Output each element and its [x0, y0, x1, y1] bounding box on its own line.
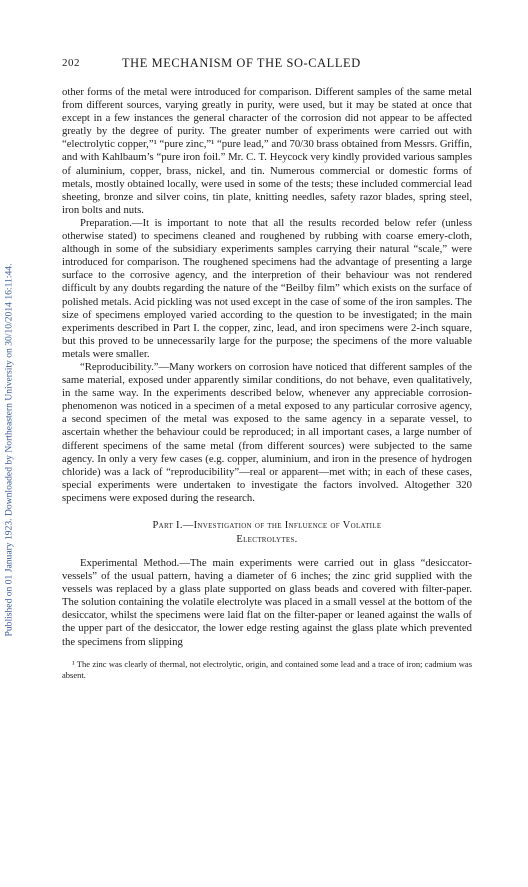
footnote: ¹ The zinc was clearly of thermal, not electrolytic, origin, and contained some lead and a trace of iron; cadmium was absent. — [62, 658, 472, 680]
publication-side-note-text: Published on 01 January 1923. Downloaded by Northeastern University on 30/10/2014 16:11:44. — [3, 263, 15, 637]
page-body — [62, 56, 472, 681]
paragraph-reproducibility: “Reproducibility.”—Many workers on corrosion have noticed that different samples of the same material, exposed under apparently similar conditions, do not behave, even qualitatively, in the same way. In the experiments described below, whenever any appreciable corrosion-phenomenon was noticed in a specimen of a metal exposed to any particular corrosive agency, a second specimen of the metal was exposed to the same agency in a separate vessel, to ascertain whether the behaviour could be reproduced; in all important cases, a large number of different specimens of the same metal (from different sources) were subjected to the same agency. In only a very few cases (e.g. copper, aluminium, and iron in the presence of hydrogen chloride) was a lack of “reproducibility”—real or apparent—met with; in each of these cases, special experiments were undertaken to investigate the factors involved. Altogether 320 specimens were exposed during the research. — [62, 360, 472, 504]
section-heading-line2: Electrolytes. — [236, 534, 298, 545]
section-heading — [62, 519, 472, 547]
page-header — [62, 56, 472, 72]
section-heading-line1: Part I.—Investigation of the Influence of Volatile — [152, 520, 382, 531]
paragraph-metals: other forms of the metal were introduced for comparison. Different samples of the same metal from different sources, varying greatly in purity, were used, but it may be stated at once that except in a few instances the general character of the corrosion did not appear to be affected greatly by the degree of purity. The greater number of experiments were carried out with “electrolytic copper,”¹ “pure zinc,”¹ “pure lead,” and 70/30 brass obtained from Messrs. Griffin, and with Kahlbaum’s “pure iron foil.” Mr. C. T. Heycock very kindly provided various samples of aluminium, copper, brass, nickel, and tin. Numerous commercial or domestic forms of metals, mostly obtained locally, were used in some of the tests; these included commercial lead sheeting, bronze and silver coins, tin plate, knitting needles, safety razor blades, spring steel, iron bolts and nuts. — [62, 86, 472, 216]
paragraph-experimental-method: Experimental Method.—The main experiments were carried out in glass “desiccator-vessels” of the usual pattern, having a diameter of 6 inches; the zinc grid supplied with the vessels was replaced by a glass plate supported on glass beads and covered with filter-paper. The solution containing the volatile electrolyte was placed in a small vessel at the bottom of the desiccator, whilst the specimens were laid flat on the filter-paper or leaned against the walls of the upper part of the desiccator, the lower edge resting against the glass plate which prevented the specimens from slipping — [62, 557, 472, 648]
running-head: THE MECHANISM OF THE SO-CALLED — [122, 56, 361, 70]
paragraph-preparation: Preparation.—It is important to note that all the results recorded below refer (unless otherwise stated) to specimens cleaned and roughened by rubbing with coarse emery-cloth, although in some of the subsidiary experiments samples carrying their natural “scale,” were introduced for comparison. The roughened specimens had the advantage of presenting a large surface to the corrosive agency, and the interpretion of their behaviour was not rendered difficult by any doubts regarding the nature of the “Beilby film” which exists on the surface of polished metals. Acid pickling was not used except in the case of some of the iron samples. The size of specimens employed varied according to the question to be investigated; in the main experiments described in Part I. the copper, zinc, lead, and iron specimens were 2-inch square, but this proved to be unnecessarily large for the purpose; the specimens of the more valuable metals were smaller. — [62, 216, 472, 360]
page-number: 202 — [62, 57, 80, 69]
publication-side-note — [0, 0, 18, 887]
